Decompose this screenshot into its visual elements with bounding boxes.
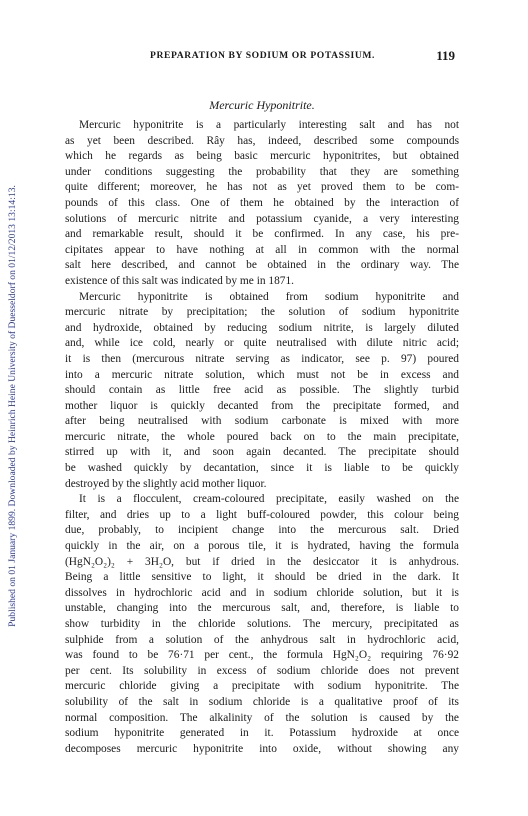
text-line: after being neutralised with sodium carbonate is mixed with more	[65, 415, 459, 428]
text-line: decomposes mercuric hyponitrite into oxide, without showing any	[65, 742, 459, 755]
text-line: it is then (mercurous nitrate serving as indicator, see p. 97) poured	[65, 352, 459, 365]
text-line: mercuric nitrate, the whole poured back on to the main precipitate,	[65, 430, 459, 443]
text-line: under conditions suggesting the probability that they are something	[65, 165, 459, 178]
text-line: and remarkable result, should it be confirmed. In any case, his pre-	[65, 228, 459, 241]
text-line: solutions of mercuric nitrite and potassium cyanide, a very interesting	[65, 212, 459, 225]
text-line: Mercuric hyponitrite is obtained from sodium hyponitrite and	[79, 290, 459, 303]
text-line: be washed quickly by decantation, since it is liable to be quickly	[65, 462, 459, 475]
text-line: and hydroxide, obtained by reducing sodium nitrite, is largely diluted	[65, 321, 459, 334]
text-line: show turbidity in the chloride solutions. The mercury, precipitated as	[65, 618, 459, 630]
text-line: destroyed by the slightly acid mother liquor.	[65, 477, 267, 490]
text-line: quite different; moreover, he has not as yet proved them to be com-	[65, 181, 459, 194]
text-line: as yet been described. Rây has, indeed, described some compounds	[65, 134, 459, 147]
text-line: mercuric nitrate by precipitation; the solution of sodium hyponitrite	[65, 306, 459, 319]
text-line: was found to be 76·71 per cent., the formula HgN₂O₂ requiring 76·92	[65, 649, 459, 662]
text-line: sodium hyponitrite generated in it. Potassium hydroxide at once	[65, 727, 459, 740]
text-line: Mercuric hyponitrite is a particularly interesting salt and has not	[79, 119, 459, 131]
text-line: solubility of the salt in sodium chloride is a qualitative proof of its	[65, 695, 459, 708]
text-line: cipitates appear to have nothing at all in common with the normal	[65, 243, 459, 256]
page-number: 119	[436, 48, 455, 63]
download-watermark	[6, 30, 20, 782]
text-line: and, while ice cold, nearly or quite neutralised with dilute nitric acid;	[65, 337, 459, 350]
paragraph	[65, 492, 459, 757]
text-line: which he regards as being basic mercuric hyponitrites, but obtained	[65, 150, 459, 163]
text-line: dissolves in hydrochloric acid and in sodium chloride solution, but it is	[65, 586, 459, 599]
text-line: mercuric chloride giving a precipitate with sodium hyponitrite. The	[65, 680, 459, 693]
paragraph	[65, 290, 459, 493]
text-line: sulphide from a solution of the anhydrous salt in hydrochloric acid,	[65, 633, 459, 646]
text-line: into a mercuric nitrate solution, which must not be in excess and	[65, 368, 459, 381]
section-title: Mercuric Hyponitrite.	[209, 98, 315, 112]
text-line: filter, and dries up to a light buff-coloured powder, this colour being	[65, 508, 459, 521]
text-line: existence of this salt was indicated by me in 1871.	[65, 274, 295, 287]
text-line: (HgN₂O₂)₂ + 3H₂O, but if dried in the desiccator it is anhydrous.	[65, 555, 459, 568]
text-line: It is a flocculent, cream-coloured precipitate, easily washed on the	[79, 493, 459, 506]
running-head: PREPARATION BY SODIUM OR POTASSIUM.	[150, 50, 376, 61]
text-line: should contain as little free acid as possible. The slightly turbid	[65, 384, 459, 397]
text-line: unstable, changing into the mercurous salt, and, therefore, is liable to	[65, 602, 459, 615]
text-line: due, probably, to incipient change into the mercurous salt. Dried	[65, 524, 459, 537]
text-line: normal composition. The alkalinity of the solution is caused by the	[65, 711, 459, 724]
text-line: quickly in the air, on a porous tile, it is hydrated, having the formula	[65, 540, 459, 553]
text-line: Being a little sensitive to light, it should be dried in the dark. It	[65, 571, 459, 584]
text-line: pounds of this class. One of them he obtained by the interaction of	[65, 196, 459, 209]
text-line: stirred up with it, and soon again decanted. The precipitate should	[65, 446, 459, 459]
page-header	[65, 48, 459, 66]
body-text	[65, 118, 459, 757]
text-line: salt here described, and cannot be obtained in the ordinary way. The	[65, 259, 459, 272]
text-line: mother liquor is quickly decanted from the precipitate formed, and	[65, 399, 459, 412]
paragraph	[65, 118, 459, 290]
download-watermark-text: Published on 01 January 1899. Downloaded by Heinrich Heine University of Duesseldorf on 01/12/2013 13:14:13.	[7, 185, 18, 627]
text-line: per cent. Its solubility in excess of sodium chloride does not prevent	[65, 664, 459, 677]
